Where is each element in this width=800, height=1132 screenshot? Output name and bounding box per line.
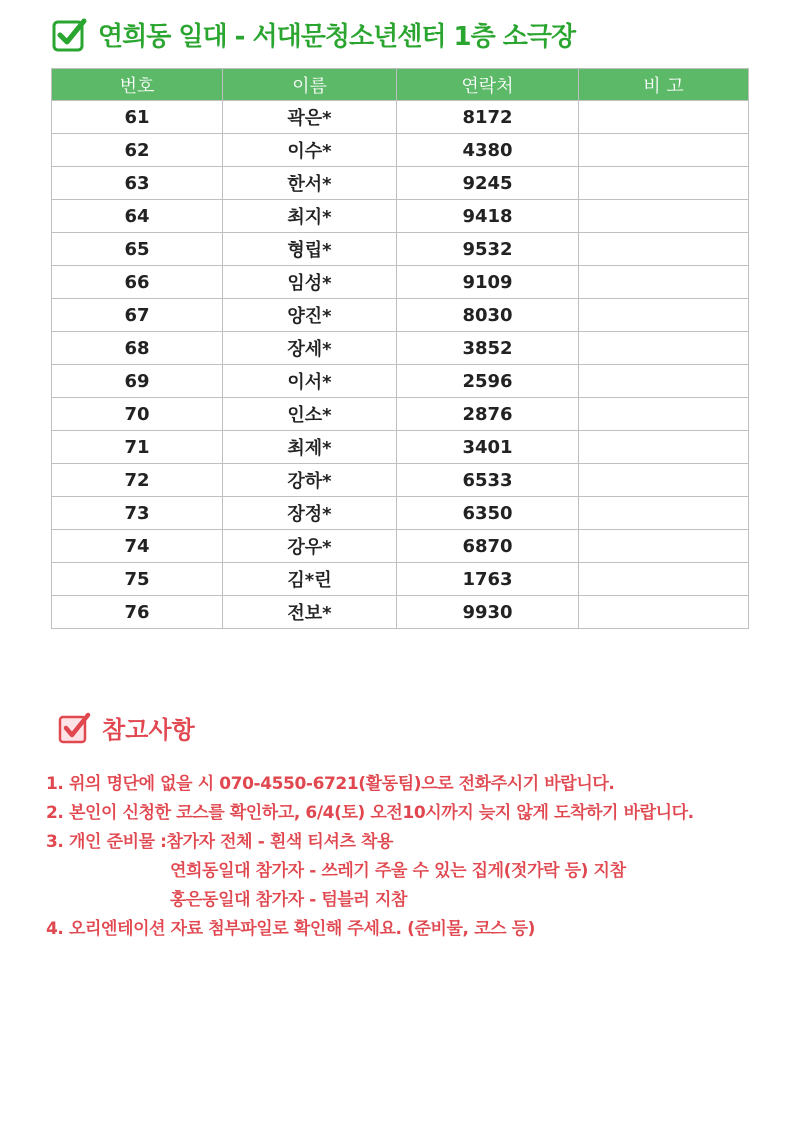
participant-name-cell: 최제* (223, 431, 397, 464)
remarks-cell (579, 365, 749, 398)
phone-suffix-cell: 6533 (397, 464, 579, 497)
remarks-cell (579, 563, 749, 596)
participant-name-cell: 한서* (223, 167, 397, 200)
phone-suffix-cell: 6870 (397, 530, 579, 563)
participant-name-cell: 최지* (223, 200, 397, 233)
participant-name-cell: 김*린 (223, 563, 397, 596)
remarks-cell (579, 497, 749, 530)
row-number-cell: 70 (52, 398, 223, 431)
row-number-cell: 76 (52, 596, 223, 629)
remarks-cell (579, 233, 749, 266)
table-row (52, 596, 749, 629)
table-header (52, 69, 749, 101)
note-item: 3. 개인 준비물 :참가자 전체 - 흰색 티셔츠 착용 (46, 832, 394, 852)
table-row (52, 365, 749, 398)
remarks-cell (579, 530, 749, 563)
remarks-cell (579, 167, 749, 200)
remarks-cell (579, 398, 749, 431)
remarks-cell (579, 200, 749, 233)
remarks-cell (579, 101, 749, 134)
note-item: 연희동일대 참가자 - 쓰레기 주울 수 있는 집게(젓가락 등) 지참 (170, 861, 626, 881)
note-item: 4. 오리엔테이션 자료 첨부파일로 확인해 주세요. (준비물, 코스 등) (46, 919, 536, 939)
phone-suffix-cell: 4380 (397, 134, 579, 167)
column-header: 번호 (52, 69, 223, 101)
phone-suffix-cell: 9245 (397, 167, 579, 200)
row-number-cell: 68 (52, 332, 223, 365)
table-row (52, 134, 749, 167)
table-row (52, 497, 749, 530)
row-number-cell: 62 (52, 134, 223, 167)
table-row (52, 398, 749, 431)
participant-name-cell: 이서* (223, 365, 397, 398)
note-item: 1. 위의 명단에 없을 시 070-4550-6721(활동팀)으로 전화주시기 바랍니다. (46, 774, 615, 794)
table-row (52, 101, 749, 134)
participant-table (51, 68, 749, 629)
participant-name-cell: 장세* (223, 332, 397, 365)
phone-suffix-cell: 9930 (397, 596, 579, 629)
participant-name-cell: 곽은* (223, 101, 397, 134)
remarks-cell (579, 299, 749, 332)
phone-suffix-cell: 9418 (397, 200, 579, 233)
column-header: 연락처 (397, 69, 579, 101)
participant-name-cell: 이수* (223, 134, 397, 167)
row-number-cell: 72 (52, 464, 223, 497)
phone-suffix-cell: 9532 (397, 233, 579, 266)
phone-suffix-cell: 8030 (397, 299, 579, 332)
row-number-cell: 69 (52, 365, 223, 398)
participant-name-cell: 장정* (223, 497, 397, 530)
notes-heading: 참고사항 (102, 716, 195, 744)
phone-suffix-cell: 3852 (397, 332, 579, 365)
remarks-cell (579, 596, 749, 629)
table-row (52, 266, 749, 299)
table-row (52, 530, 749, 563)
table-row (52, 464, 749, 497)
remarks-cell (579, 266, 749, 299)
note-item: 홍은동일대 참가자 - 텀블러 지참 (170, 890, 408, 910)
title-row (52, 16, 575, 53)
row-number-cell: 73 (52, 497, 223, 530)
notes-heading-row (58, 710, 195, 745)
remarks-cell (579, 134, 749, 167)
phone-suffix-cell: 1763 (397, 563, 579, 596)
checkbox-check-icon (58, 711, 92, 745)
checkbox-check-icon (52, 17, 88, 53)
remarks-cell (579, 332, 749, 365)
row-number-cell: 71 (52, 431, 223, 464)
page-title: 연희동 일대 - 서대문청소년센터 1층 소극장 (98, 22, 576, 52)
column-header: 이름 (223, 69, 397, 101)
table-row (52, 332, 749, 365)
phone-suffix-cell: 2596 (397, 365, 579, 398)
row-number-cell: 67 (52, 299, 223, 332)
phone-suffix-cell: 9109 (397, 266, 579, 299)
table-row (52, 299, 749, 332)
phone-suffix-cell: 3401 (397, 431, 579, 464)
participant-name-cell: 강하* (223, 464, 397, 497)
remarks-cell (579, 464, 749, 497)
row-number-cell: 66 (52, 266, 223, 299)
table-row (52, 563, 749, 596)
participant-name-cell: 전보* (223, 596, 397, 629)
table-row (52, 167, 749, 200)
notes-list (46, 770, 786, 944)
phone-suffix-cell: 2876 (397, 398, 579, 431)
participant-name-cell: 양진* (223, 299, 397, 332)
note-item: 2. 본인이 신청한 코스를 확인하고, 6/4(토) 오전10시까지 늦지 않게 도착하기 바랍니다. (46, 803, 694, 823)
table-row (52, 431, 749, 464)
table-body (52, 101, 749, 629)
row-number-cell: 74 (52, 530, 223, 563)
phone-suffix-cell: 6350 (397, 497, 579, 530)
participant-name-cell: 임성* (223, 266, 397, 299)
row-number-cell: 75 (52, 563, 223, 596)
table-row (52, 200, 749, 233)
row-number-cell: 61 (52, 101, 223, 134)
column-header: 비 고 (579, 69, 749, 101)
participant-name-cell: 인소* (223, 398, 397, 431)
row-number-cell: 65 (52, 233, 223, 266)
participant-name-cell: 형립* (223, 233, 397, 266)
table-row (52, 233, 749, 266)
phone-suffix-cell: 8172 (397, 101, 579, 134)
participant-name-cell: 강우* (223, 530, 397, 563)
remarks-cell (579, 431, 749, 464)
row-number-cell: 63 (52, 167, 223, 200)
row-number-cell: 64 (52, 200, 223, 233)
